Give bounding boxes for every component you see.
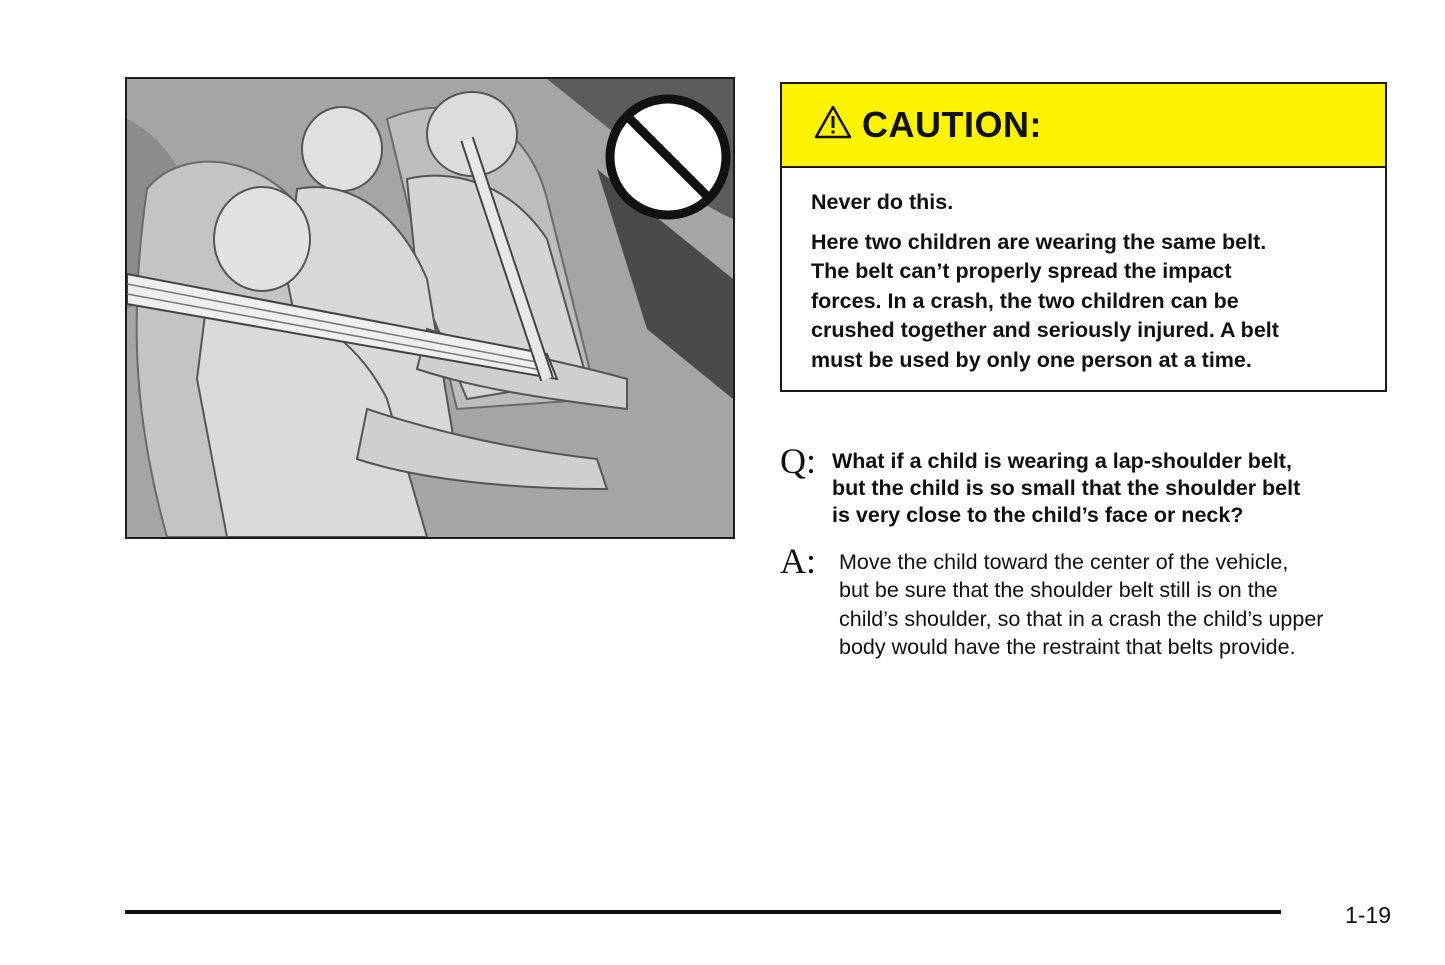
answer-block — [780, 541, 1400, 661]
answer-line: child’s shoulder, so that in a crash the child’s upper — [839, 606, 1324, 631]
caution-line: crushed together and seriously injured. A belt — [811, 318, 1279, 342]
prohibited-icon — [610, 99, 726, 215]
caution-line: must be used by only one person at a time. — [811, 347, 1252, 372]
children-seatbelt-drawing — [127, 79, 733, 537]
answer-line: body would have the restraint that belts provide. — [839, 634, 1296, 659]
caution-lead: Never do this. — [811, 190, 954, 214]
answer-text — [839, 548, 1400, 661]
answer-marker: A: — [780, 541, 816, 581]
caution-line: The belt can’t properly spread the impact — [811, 259, 1232, 283]
caution-line: Here two children are wearing the same belt. — [811, 229, 1267, 254]
caution-header — [782, 84, 1385, 168]
question-text — [832, 448, 1400, 529]
question-marker: Q: — [780, 441, 816, 481]
page-number: 1-19 — [1345, 902, 1392, 928]
caution-text — [811, 228, 1365, 376]
caution-box — [780, 82, 1387, 392]
caution-body — [782, 168, 1385, 375]
caution-line: forces. In a crash, the two children can be — [811, 288, 1239, 313]
question-block — [780, 441, 1400, 529]
question-line: is very close to the child’s face or neck? — [832, 503, 1244, 527]
caution-title: CAUTION: — [862, 104, 1042, 145]
footer-rule — [125, 910, 1281, 914]
question-line: What if a child is wearing a lap-shoulder belt, — [832, 449, 1292, 473]
question-line: but the child is so small that the shoulder belt — [832, 476, 1301, 500]
illustration-two-children-one-belt — [125, 77, 735, 539]
answer-line: but be sure that the shoulder belt still is on the — [839, 578, 1278, 603]
warning-triangle-icon — [814, 105, 852, 139]
answer-line: Move the child toward the center of the vehicle, — [839, 550, 1289, 574]
